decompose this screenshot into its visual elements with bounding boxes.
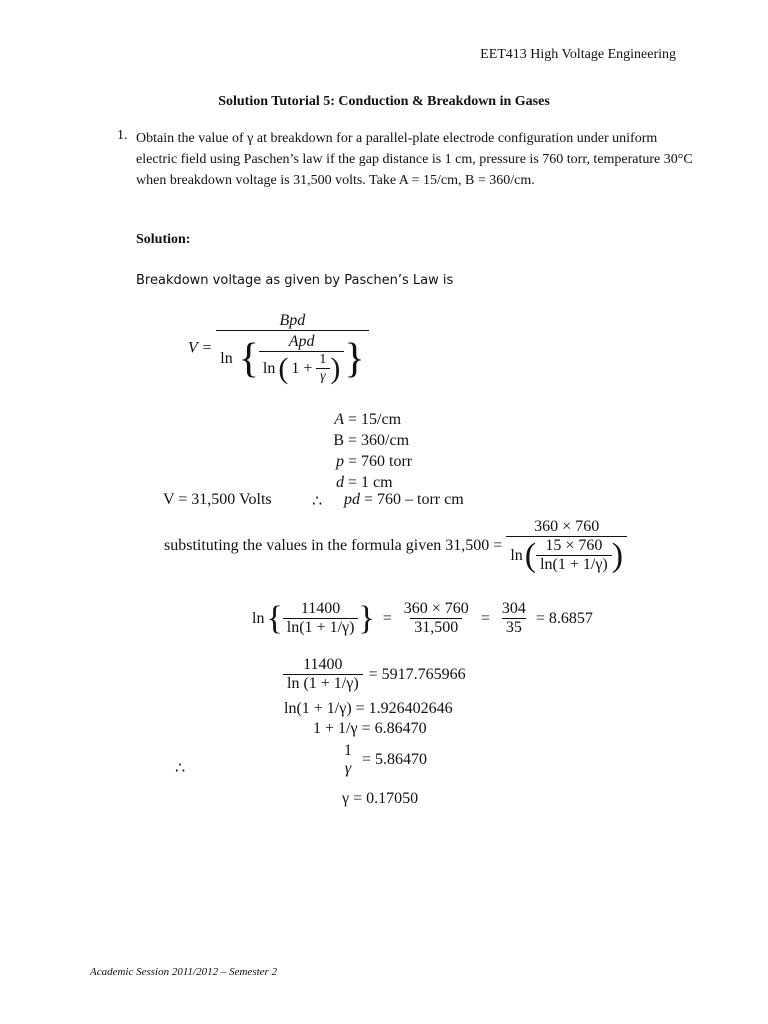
step1-eq1-denominator: 31,500 xyxy=(410,618,462,637)
step5-denominator: γ xyxy=(344,760,352,777)
given-values xyxy=(324,409,412,493)
formula-one: 1 xyxy=(319,352,327,367)
step2-numerator: 11400 xyxy=(303,656,343,673)
step5-equation xyxy=(340,742,427,778)
formula-lhs: V = xyxy=(188,339,213,357)
substitution-ln: ln xyxy=(510,546,523,564)
step4-equation: 1 + 1/γ = 6.86470 xyxy=(313,720,427,737)
intro-text: Breakdown voltage as given by Paschen’s Law is xyxy=(136,273,454,288)
solution-label: Solution: xyxy=(136,232,191,247)
step1-numerator: 11400 xyxy=(300,600,341,617)
step2-equation xyxy=(283,656,466,693)
step1-denominator: ln(1 + 1/γ) xyxy=(283,618,359,637)
final-gamma: γ = 0.17050 xyxy=(342,790,419,807)
formula-gamma: γ xyxy=(316,368,330,385)
course-header: EET413 High Voltage Engineering xyxy=(480,47,676,62)
therefore-symbol-2: ∴ xyxy=(175,760,186,777)
paschen-formula: V = Bpd ln { Apd ln ( 1 + $\frac{1}{\gamma}$ ) } xyxy=(188,312,369,385)
step3-equation: ln(1 + 1/γ) = 1.926402646 xyxy=(284,700,453,717)
voltage-line-left: V = 31,500 Volts xyxy=(163,491,272,508)
substitution-text: substituting the values in the formula given 31,500 = xyxy=(164,537,503,554)
step1-eq1-numerator: 360 × 760 xyxy=(403,600,469,617)
step2-denominator: ln (1 + 1/γ) xyxy=(283,674,363,693)
value-row-d: d = 1 cm xyxy=(336,474,393,491)
step1-eq2-numerator: 304 xyxy=(501,600,526,617)
value-row-p: p = 760 torr xyxy=(336,453,413,470)
formula-inner-ln: ln xyxy=(262,359,276,377)
step5-result: = 5.86470 xyxy=(362,751,428,768)
formula-one-plus: 1 + xyxy=(291,359,313,377)
step1-ln: ln xyxy=(252,609,265,627)
therefore-symbol-1: ∴ xyxy=(312,493,323,510)
step2-result: = 5917.765966 xyxy=(368,665,466,683)
formula-ln: ln xyxy=(220,350,233,367)
step1-eq2-denominator: 35 xyxy=(502,618,526,637)
footer-session: Academic Session 2011/2012 – Semester 2 xyxy=(90,966,278,978)
value-row-b: B = 360/cm xyxy=(333,432,410,449)
formula-inner-numerator: Apd xyxy=(288,333,315,350)
step1-result: = 8.6857 xyxy=(535,609,593,627)
step5-numerator: 1 xyxy=(344,742,352,759)
substitution-inner-denominator: ln(1 + 1/γ) xyxy=(536,555,612,574)
pd-line: pd = 760 – torr cm xyxy=(344,491,464,508)
step1-equation: ln { $\frac{11400}{\ln(1 + 1/\gamma)}$ } = $\frac{360 \times 760}{31,500}$ = $\frac{304}{35}$ = 8.6857 xyxy=(252,599,593,637)
value-row-a: A = 15/cm xyxy=(334,411,402,428)
substitution-equation: substituting the values in the formula given 31,500 = 360 × 760 ln ( $\frac{15 \times 760}{\ln(1 + 1/\gamma)}$ ) xyxy=(164,518,627,574)
question-text: Obtain the value of γ at breakdown for a parallel-plate electrode configuration under uniform electric field using Paschen’s law if the gap distance is 1 cm, pressure is 760 torr, temperature 30°C when breakdown voltage is 31,500 volts. Take A = 15/cm, B = 360/cm. xyxy=(136,131,693,188)
question-number: 1. xyxy=(117,128,128,143)
substitution-inner-numerator: 15 × 760 xyxy=(545,537,603,554)
formula-numerator: Bpd xyxy=(279,312,306,329)
page-title: Solution Tutorial 5: Conduction & Breakdown in Gases xyxy=(218,94,550,109)
substitution-numerator: 360 × 760 xyxy=(534,518,600,535)
